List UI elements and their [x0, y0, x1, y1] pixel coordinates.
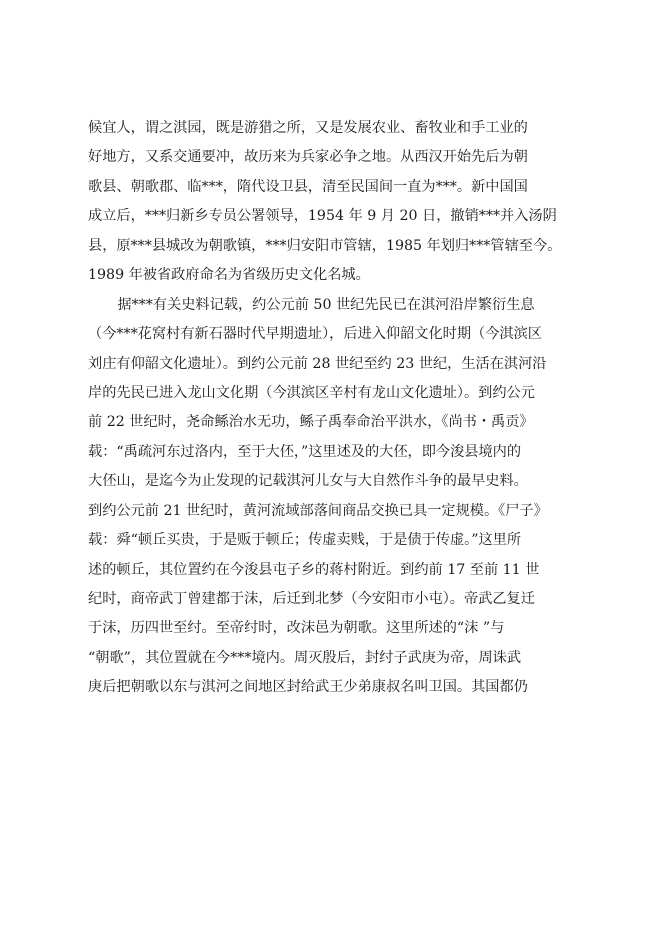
- text-line: （今***花窝村有新石器时代早期遗址），后进入仰韶文化时期（今淇滨区: [88, 326, 542, 343]
- text-line: 候宜人，谓之淇园，既是游猎之所，又是发展农业、畜牧业和手工业的: [88, 120, 528, 136]
- text-line: 到约公元前 21 世纪时，黄河流域部落间商品交换已具一定规模。《尸子》: [88, 502, 548, 519]
- text-line: 成立后，***归新乡专员公署领导，1954 年 9 月 20 日，撤销***并入汤阴: [88, 208, 557, 225]
- text-line: 载：舜“顿丘买贵，于是贩于顿丘；传虚卖贱，于是债于传虚。”这里所: [88, 532, 522, 549]
- paragraph-1: [88, 114, 608, 291]
- text-line: 述的顿丘，其位置约在今浚县屯子乡的蒋村附近。到约前 17 至前 11 世: [88, 561, 540, 578]
- text-line: 好地方，又系交通要冲，故历来为兵家必争之地。从西汉开始先后为朝: [88, 149, 528, 166]
- text-line: 于沫，历四世至纣。至帝纣时，改沫邑为朝歌。这里所述的“沫 ”与: [88, 620, 505, 637]
- text-line: 前 22 世纪时，尧命鲧治水无功，鲧子禹奉命治平洪水，《尚书・禹贡》: [88, 414, 534, 431]
- text-line: 载：“禹疏河东过洛内，至于大伾，”这里述及的大伾，即今浚县境内的: [88, 443, 522, 460]
- text-line: 据***有关史料记载，约公元前 50 世纪先民已在淇河沿岸繁衍生息: [89, 296, 535, 313]
- text-line: 刘庄有仰韶文化遗址）。到约公元前 28 世纪至约 23 世纪，生活在淇河沿: [88, 355, 547, 372]
- text-line: 县，原***县城改为朝歌镇，***归安阳市管辖，1985 年划归***管辖至今。: [88, 237, 562, 254]
- text-line: 1989 年被省政府命名为省级历史文化名城。: [88, 267, 370, 284]
- text-line: 岸的先民已进入龙山文化期（今淇滨区辛村有龙山文化遗址）。到约公元: [88, 384, 535, 401]
- text-line: 庚后把朝歌以东与淇河之间地区封给武王少弟康叔名叫卫国。其国都仍: [88, 679, 528, 696]
- text-line: 大伾山，是迄今为止发现的记载淇河儿女与大自然作斗争的最早史料。: [88, 473, 528, 490]
- text-line: 歌县、朝歌郡、临***，隋代设卫县，清至民国间一直为***。新中国国: [88, 178, 528, 195]
- body-text: [88, 114, 608, 703]
- text-line: “朝歌”，其位置就在今***境内。周灭殷后，封纣子武庚为帝，周诛武: [88, 649, 522, 666]
- paragraph-2: [88, 291, 608, 703]
- text-line: 纪时，商帝武丁曾建都于沫，后迁到北梦（今安阳市小屯）。帝武乙复迁: [88, 591, 535, 607]
